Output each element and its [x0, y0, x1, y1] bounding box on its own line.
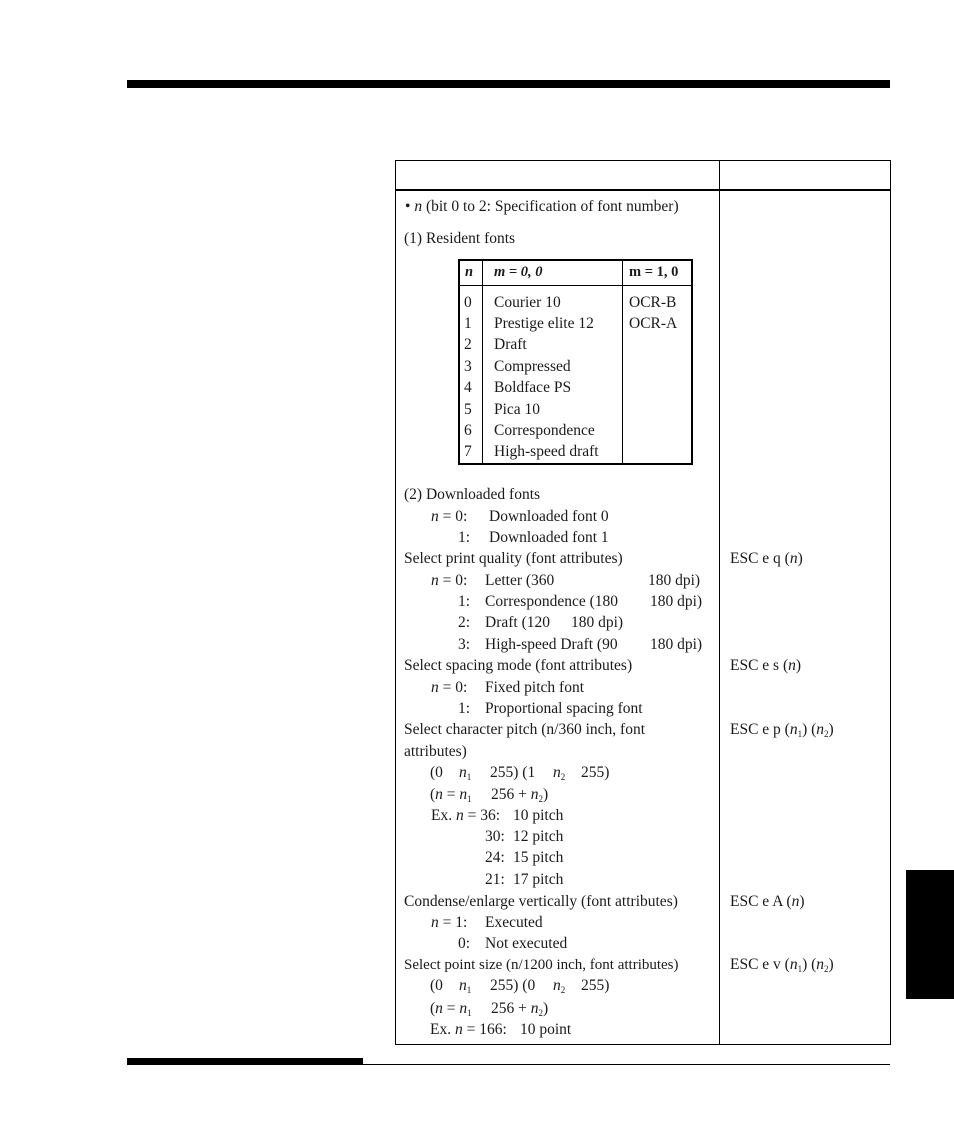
font-table-header: m = 0, 0 [494, 264, 543, 280]
pq-dpi: 180 dpi) [650, 593, 703, 610]
pitch-k30: 30: [485, 828, 505, 845]
table-header-rule [395, 189, 891, 191]
downloaded-k1: 1: [458, 529, 471, 546]
pitch-15: 15 pitch [513, 849, 564, 866]
pq-n0: n = 0: [431, 572, 468, 589]
pq-k3: 3: [458, 636, 471, 653]
font-table-header-rule [458, 285, 693, 286]
pq-correspondence: Correspondence (180 [485, 593, 618, 610]
footer-rule-thin [363, 1064, 890, 1065]
pq-draft: Draft (120 [485, 614, 550, 631]
font-row-name: Prestige elite 12 [494, 315, 594, 332]
font-row-name: Correspondence [494, 422, 595, 439]
font-row-n: 5 [464, 401, 472, 418]
pitch-k24: 24: [485, 849, 505, 866]
point-size-command: ESC e v $(n_1)$ $(n_2)$ [730, 956, 834, 974]
pq-k2: 2: [458, 614, 471, 631]
char-pitch-title: Select character pitch (n/360 inch, font [404, 721, 646, 738]
spacing-proportional: Proportional spacing font [485, 700, 643, 717]
font-row-name: Pica 10 [494, 401, 541, 418]
font-table-divider [482, 259, 483, 465]
pitch-range-end: 255) [581, 764, 610, 781]
font-row-ocr: OCR-A [629, 315, 678, 332]
print-quality-title: Select print quality (font attributes) [404, 550, 623, 567]
intro-text: (bit 0 to 2: Specification of font number) [425, 198, 679, 215]
table-column-divider [719, 160, 720, 1045]
pq-letter: Letter (360 [485, 572, 555, 589]
spacing-mode-command: ESC e s (n) [730, 657, 802, 674]
downloaded-fonts-title: (2) Downloaded fonts [404, 486, 541, 503]
ps-formula-rest: $256 + n_2$) [491, 1000, 549, 1018]
pitch-range-n1: $n_1$ [459, 764, 472, 782]
section-thumb-tab [906, 870, 954, 999]
font-table-header: m = 1, 0 [629, 264, 679, 280]
font-row-ocr: OCR-B [629, 294, 677, 311]
pitch-formula-rest: $256 + n_2$) [491, 786, 549, 804]
font-row-n: 4 [464, 379, 472, 396]
pitch-12: 12 pitch [513, 828, 564, 845]
downloaded-font-1: Downloaded font 1 [489, 529, 609, 546]
ps-10-point: 10 point [520, 1021, 572, 1038]
condense-k0: 0: [458, 935, 471, 952]
font-row-n: 1 [464, 315, 472, 332]
resident-fonts-title: (1) Resident fonts [404, 230, 516, 247]
pitch-formula: ($n = n_1$ [430, 786, 472, 804]
spacing-mode-title: Select spacing mode (font attributes) [404, 657, 633, 674]
ps-range-n2: $n_2$ [553, 977, 566, 995]
bullet: • [405, 198, 411, 215]
ps-range-end: 255) [581, 977, 610, 994]
condense-title: Condense/enlarge vertically (font attributes) [404, 893, 678, 910]
header-rule [127, 80, 890, 88]
downloaded-n0: n = 0: [431, 508, 468, 525]
font-row-n: 3 [464, 358, 472, 375]
font-table-header: n [465, 264, 474, 280]
condense-executed: Executed [485, 914, 543, 931]
pitch-range-n2: $n_2$ [553, 764, 566, 782]
print-quality-command: ESC e q (n) [730, 550, 803, 567]
spacing-n0: n = 0: [431, 679, 468, 696]
downloaded-font-0: Downloaded font 0 [489, 508, 609, 525]
pitch-10: 10 pitch [513, 807, 564, 824]
font-row-n: 2 [464, 336, 472, 353]
ps-range-mid: 255) (0 [490, 977, 536, 994]
font-row-n: 0 [464, 294, 472, 311]
ps-range-open: (0 [430, 977, 443, 994]
pq-dpi: 180 dpi) [571, 614, 624, 631]
pitch-k21: 21: [485, 871, 505, 888]
pq-high-speed-draft: High-speed Draft (90 [485, 636, 618, 653]
font-number-spec [405, 198, 679, 216]
condense-not-executed: Not executed [485, 935, 568, 952]
font-row-name: Courier 10 [494, 294, 561, 311]
n-variable: n [414, 198, 423, 215]
char-pitch-title-cont: attributes) [404, 743, 467, 760]
ps-example: Ex. n = 166: [430, 1021, 507, 1038]
ps-formula: ($n = n_1$ [430, 1000, 472, 1018]
condense-n1: n = 1: [431, 914, 468, 931]
font-row-name: Draft [494, 336, 527, 353]
pitch-17: 17 pitch [513, 871, 564, 888]
font-row-name: Compressed [494, 358, 571, 375]
spacing-fixed: Fixed pitch font [485, 679, 585, 696]
ps-range-n1: $n_1$ [459, 977, 472, 995]
font-row-name: High-speed draft [494, 443, 599, 460]
pitch-range-mid: 255) (1 [490, 764, 536, 781]
font-row-n: 6 [464, 422, 472, 439]
char-pitch-command: ESC e p $(n_1)$ $(n_2)$ [730, 721, 834, 739]
font-row-name: Boldface PS [494, 379, 572, 396]
pq-k1: 1: [458, 593, 471, 610]
condense-command: ESC e A (n) [730, 893, 805, 910]
pq-dpi: 180 dpi) [650, 636, 703, 653]
pitch-range-open: (0 [430, 764, 443, 781]
pq-dpi: 180 dpi) [648, 572, 701, 589]
footer-rule-thick [127, 1058, 363, 1065]
point-size-title: Select point size (n/1200 inch, font attributes) [404, 957, 679, 973]
font-row-n: 7 [464, 443, 472, 460]
font-table-divider [622, 259, 623, 465]
spacing-k1: 1: [458, 700, 471, 717]
pitch-example: Ex. n = 36: [431, 807, 501, 824]
